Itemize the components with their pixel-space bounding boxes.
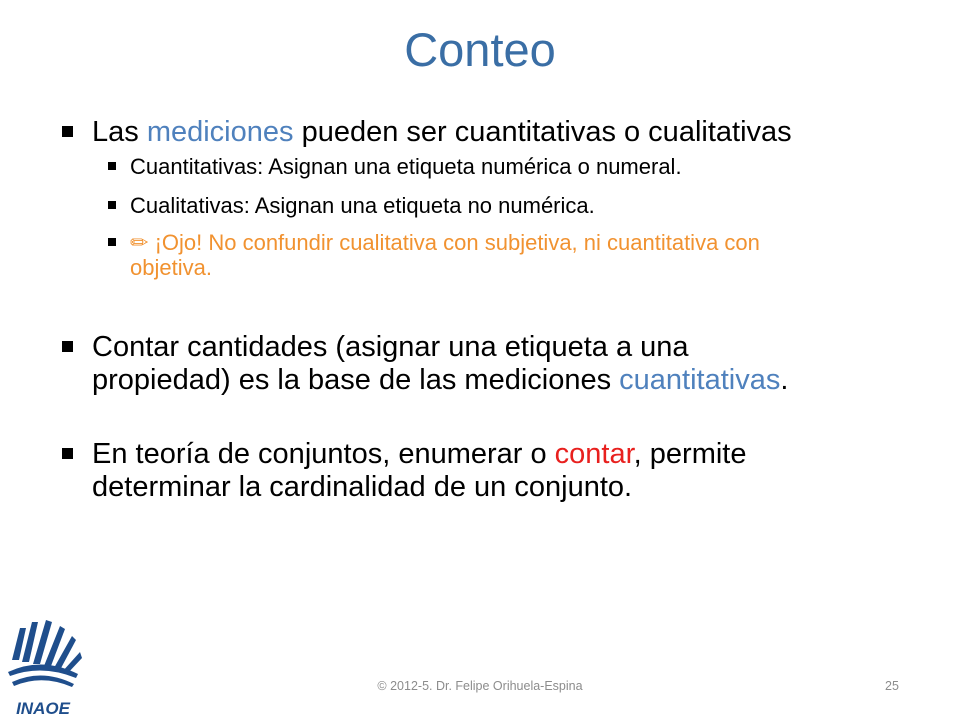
bullet-marker	[108, 162, 116, 170]
sub-bullet-text: Cualitativas: Asignan una etiqueta no numérica.	[130, 193, 595, 218]
bullet-text: .	[780, 364, 789, 396]
pencil-icon: ✏	[130, 230, 149, 255]
bullet-marker	[108, 201, 116, 209]
bullet-marker	[62, 341, 73, 352]
footer-copyright: © 2012-5. Dr. Felipe Orihuela-Espina	[377, 679, 583, 693]
bullet-text: Contar cantidades (asignar una etiqueta a una	[92, 331, 689, 363]
bullet-text: pueden ser cuantitativas o cualitativas	[293, 116, 792, 148]
sub-bullet-cuantitativas	[108, 154, 682, 179]
bullet-text: propiedad) es la base de las mediciones	[92, 364, 620, 396]
sub-bullet-warning	[108, 230, 770, 280]
bullet-marker	[62, 126, 73, 137]
bullet-marker	[108, 238, 116, 246]
highlight-cuantitativas: cuantitativas	[619, 364, 781, 396]
bullet-marker	[62, 448, 73, 459]
bullet-contar-cantidades	[62, 331, 788, 397]
logo-wordmark: INAOE	[16, 699, 70, 718]
highlight-contar: contar	[554, 438, 634, 470]
sub-bullet-cualitativas	[108, 193, 595, 218]
logo-emblem	[8, 620, 82, 687]
sub-bullet-text: Cuantitativas: Asignan una etiqueta numérica o numeral.	[130, 154, 682, 179]
bullet-teoria-conjuntos	[62, 438, 747, 504]
bullet-mediciones	[62, 116, 792, 149]
slide-title: Conteo	[404, 23, 556, 76]
bullet-text: Las	[92, 116, 147, 148]
sub-bullet-text: ¡Ojo! No confundir cualitativa con subjetiva, ni cuantitativa con objetiva.	[130, 230, 760, 280]
inaoe-logo	[2, 612, 84, 720]
bullet-text: determinar la cardinalidad de un conjunto.	[92, 471, 633, 503]
highlight-mediciones: mediciones	[146, 116, 294, 148]
bullet-text: , permite	[633, 438, 747, 470]
page-number: 25	[885, 679, 899, 693]
bullet-text: En teoría de conjuntos, enumerar o	[92, 438, 555, 470]
